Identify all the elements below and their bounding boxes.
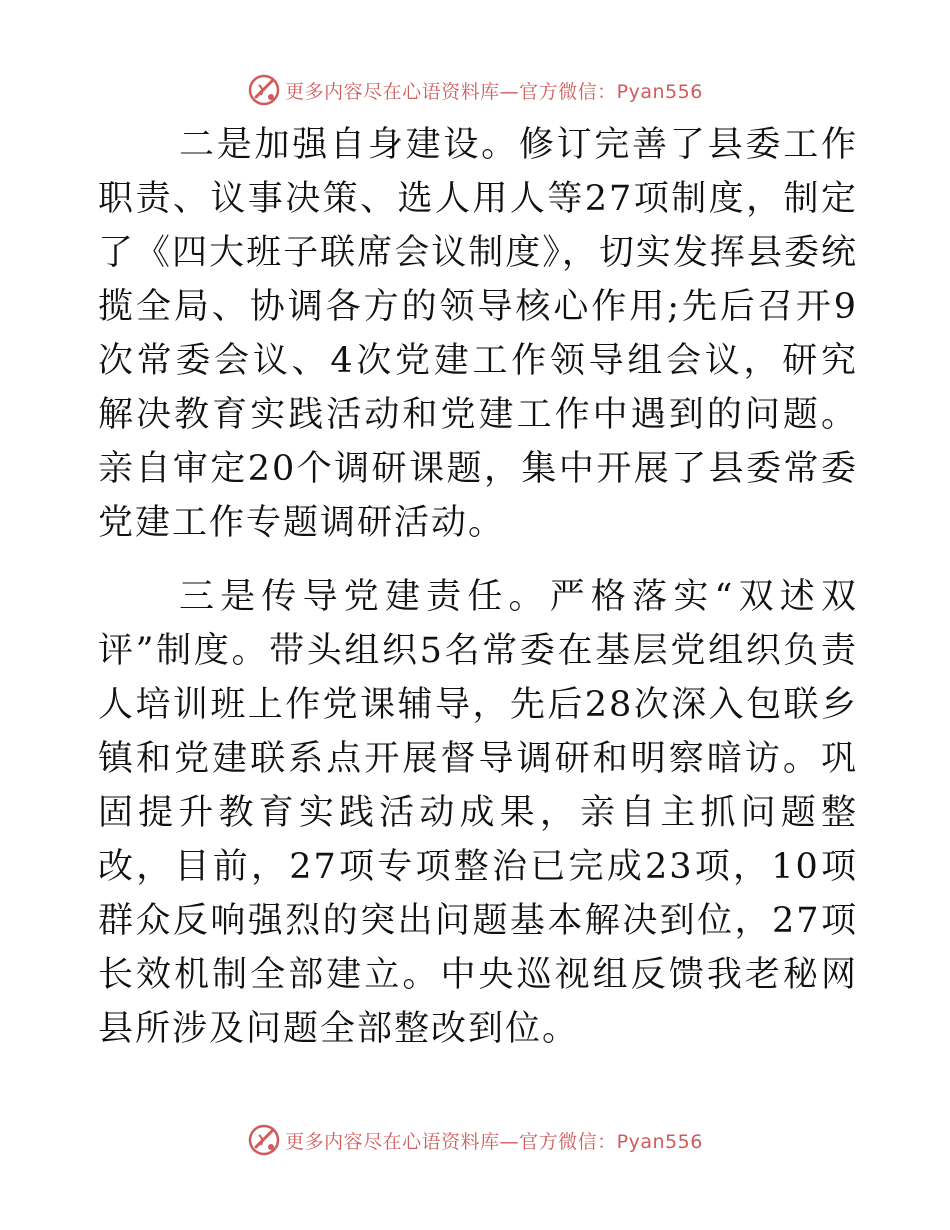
watermark-text: 更多内容尽在心语资料库—官方微信：Pyan556 (285, 1130, 703, 1153)
header-watermark (0, 70, 950, 110)
footer-watermark (0, 1120, 950, 1160)
seal-logo-icon (247, 73, 281, 107)
paragraph-1: 二是加强自身建设。修订完善了县委工作职责、议事决策、选人用人等27项制度，制定了《四大班子联席会议制度》，切实发挥县委统揽全局、协调各方的领导核心作用;先后召开9次常委会议、4次党建工作领导组会议，研究解决教育实践活动和党建工作中遇到的问题。亲自审定20个调研课题，集中开展了县委常委党建工作专题调研活动。 (98, 125, 858, 543)
paragraph-2: 三是传导党建责任。严格落实“双述双评”制度。带头组织5名常委在基层党组织负责人培训班上作党课辅导，先后28次深入包联乡镇和党建联系点开展督导调研和明察暗访。巩固提升教育实践活动成果，亲自主抓问题整改，目前，27项专项整治已完成23项，10项群众反响强烈的突出问题基本解决到位，27项长效机制全部建立。中央巡视组反馈我老秘网县所涉及问题全部整改到位。 (98, 577, 858, 1049)
seal-logo-icon (247, 1123, 281, 1157)
document-body (98, 118, 858, 1056)
watermark-text: 更多内容尽在心语资料库—官方微信：Pyan556 (285, 80, 703, 103)
